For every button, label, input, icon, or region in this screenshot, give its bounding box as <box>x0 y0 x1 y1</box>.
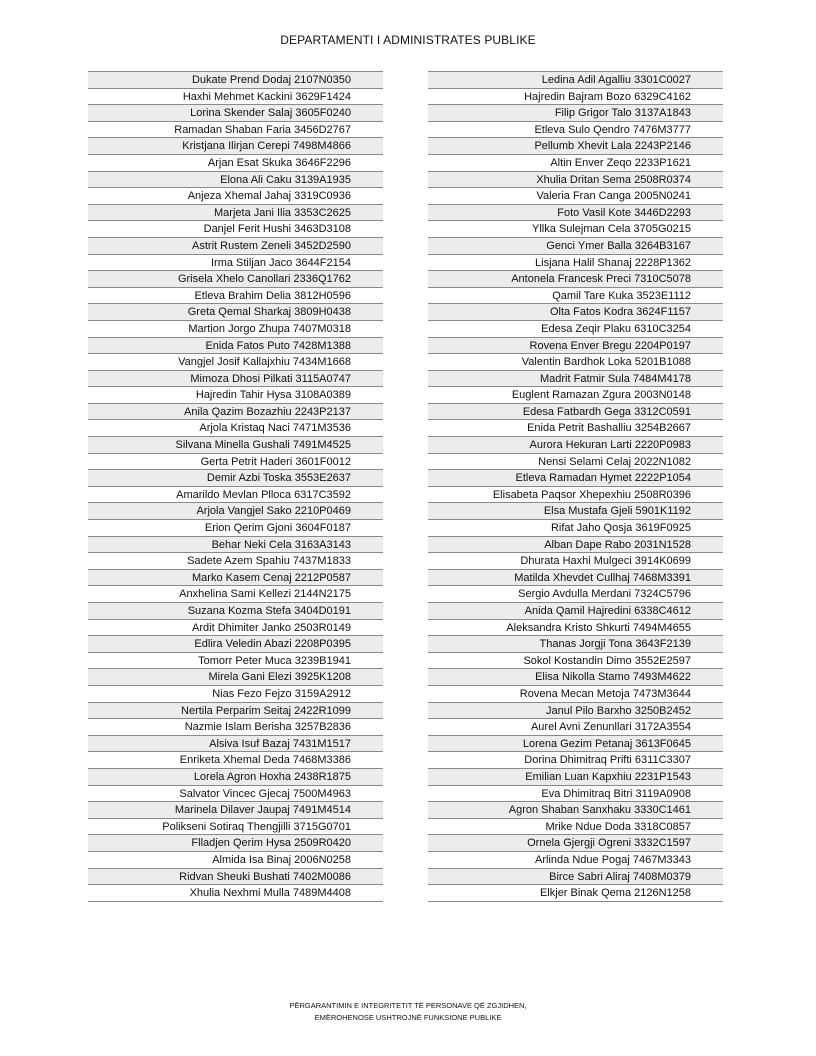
list-item: Dhurata Haxhi Mulgeci 3914K0699 <box>428 553 723 570</box>
list-item: Yllka Sulejman Cela 3705G0215 <box>428 221 723 238</box>
list-item: Hajredin Tahir Hysa 3108A0389 <box>88 387 383 404</box>
list-item: Anila Qazim Bozazhiu 2243P2137 <box>88 404 383 421</box>
list-item: Genci Ymer Balla 3264B3167 <box>428 238 723 255</box>
list-item: Enida Petrit Bashalliu 3254B2667 <box>428 420 723 437</box>
list-item: Arlinda Ndue Pogaj 7467M3343 <box>428 852 723 869</box>
list-item: Tomorr Peter Muca 3239B1941 <box>88 653 383 670</box>
list-item: Elsa Mustafa Gjeli 5901K1192 <box>428 503 723 520</box>
list-item: Elisabeta Paqsor Xhepexhiu 2508R0396 <box>428 487 723 504</box>
list-item: Vangjel Josif Kallajxhiu 7434M1668 <box>88 354 383 371</box>
list-item: Arjola Kristaq Naci 7471M3536 <box>88 420 383 437</box>
list-item: Grisela Xhelo Canollari 2336Q1762 <box>88 271 383 288</box>
list-item: Flladjen Qerim Hysa 2509R0420 <box>88 835 383 852</box>
list-item: Marko Kasem Cenaj 2212P0587 <box>88 570 383 587</box>
list-item: Erion Qerim Gjoni 3604F0187 <box>88 520 383 537</box>
list-item: Mimoza Dhosi Pilkati 3115A0747 <box>88 371 383 388</box>
list-item: Etleva Sulo Qendro 7476M3777 <box>428 122 723 139</box>
list-item: Mirela Gani Elezi 3925K1208 <box>88 669 383 686</box>
list-item: Ramadan Shaban Faria 3456D2767 <box>88 122 383 139</box>
list-item: Anjeza Xhemal Jahaj 3319C0936 <box>88 188 383 205</box>
list-item: Valentin Bardhok Loka 5201B1088 <box>428 354 723 371</box>
list-item: Valeria Fran Canga 2005N0241 <box>428 188 723 205</box>
list-item: Aurel Avni Zenunllari 3172A3554 <box>428 719 723 736</box>
list-item: Aurora Hekuran Larti 2220P0983 <box>428 437 723 454</box>
list-item: Alban Dape Rabo 2031N1528 <box>428 537 723 554</box>
list-item: Altin Enver Zeqo 2233P1621 <box>428 155 723 172</box>
list-item: Euglent Ramazan Zgura 2003N0148 <box>428 387 723 404</box>
list-item: Madrit Fatmir Sula 7484M4178 <box>428 371 723 388</box>
list-item: Rovena Mecan Metoja 7473M3644 <box>428 686 723 703</box>
list-item: Nertila Perparim Seitaj 2422R1099 <box>88 703 383 720</box>
list-item: Nias Fezo Fejzo 3159A2912 <box>88 686 383 703</box>
list-item: Birce Sabri Aliraj 7408M0379 <box>428 869 723 886</box>
list-item: Matilda Xhevdet Cullhaj 7468M3391 <box>428 570 723 587</box>
list-item: Lisjana Halil Shanaj 2228P1362 <box>428 255 723 272</box>
list-item: Etleva Brahim Delia 3812H0596 <box>88 288 383 305</box>
list-item: Sergio Avdulla Merdani 7324C5796 <box>428 586 723 603</box>
list-item: Xhulia Dritan Sema 2508R0374 <box>428 172 723 189</box>
list-item: Rovena Enver Bregu 2204P0197 <box>428 338 723 355</box>
list-item: Enriketa Xhemal Deda 7468M3386 <box>88 752 383 769</box>
list-item: Marjeta Jani Ilia 3353C2625 <box>88 205 383 222</box>
list-item: Eva Dhimitraq Bitri 3119A0908 <box>428 786 723 803</box>
list-item: Qamil Tare Kuka 3523E1112 <box>428 288 723 305</box>
right-name-list <box>428 71 723 902</box>
list-item: Ardit Dhimiter Janko 2503R0149 <box>88 620 383 637</box>
list-item: Janul Pilo Barxho 3250B2452 <box>428 703 723 720</box>
list-item: Sadete Azem Spahiu 7437M1833 <box>88 553 383 570</box>
list-item: Danjel Ferit Hushi 3463D3108 <box>88 221 383 238</box>
list-item: Demir Azbi Toska 3553E2637 <box>88 470 383 487</box>
list-item: Pellumb Xhevit Lala 2243P2146 <box>428 138 723 155</box>
list-item: Amarildo Mevlan Plloca 6317C3592 <box>88 487 383 504</box>
list-item: Elisa Nikolla Stamo 7493M4622 <box>428 669 723 686</box>
footer-line-2: EMËROHENOSE USHTROJNË FUNKSIONE PUBLIKE <box>314 1013 502 1022</box>
list-item: Greta Qemal Sharkaj 3809H0438 <box>88 304 383 321</box>
list-item: Dukate Prend Dodaj 2107N0350 <box>88 72 383 89</box>
list-item: Ornela Gjergji Ogreni 3332C1597 <box>428 835 723 852</box>
list-item: Elona Ali Caku 3139A1935 <box>88 172 383 189</box>
list-item: Silvana Minella Gushali 7491M4525 <box>88 437 383 454</box>
list-item: Kristjana Ilirjan Cerepi 7498M4866 <box>88 138 383 155</box>
list-item: Edesa Zeqir Plaku 6310C3254 <box>428 321 723 338</box>
list-item: Arjan Esat Skuka 3646F2296 <box>88 155 383 172</box>
list-item: Haxhi Mehmet Kackini 3629F1424 <box>88 89 383 106</box>
list-item: Enida Fatos Puto 7428M1388 <box>88 338 383 355</box>
list-item: Alsiva Isuf Bazaj 7431M1517 <box>88 736 383 753</box>
list-item: Martion Jorgo Zhupa 7407M0318 <box>88 321 383 338</box>
list-item: Almida Isa Binaj 2006N0258 <box>88 852 383 869</box>
list-item: Thanas Jorgji Tona 3643F2139 <box>428 636 723 653</box>
list-item: Marinela Dilaver Jaupaj 7491M4514 <box>88 802 383 819</box>
footer-line-1: PËRGARANTIMIN E INTEGRITETIT TË PERSONAVE QË ZGJIDHEN, <box>289 1001 527 1010</box>
list-item: Ridvan Sheuki Bushati 7402M0086 <box>88 869 383 886</box>
list-item: Foto Vasil Kote 3446D2293 <box>428 205 723 222</box>
list-item: Olta Fatos Kodra 3624F1157 <box>428 304 723 321</box>
list-item: Lorina Skender Salaj 3605F0240 <box>88 105 383 122</box>
list-item: Ledina Adil Agalliu 3301C0027 <box>428 72 723 89</box>
list-item: Edesa Fatbardh Gega 3312C0591 <box>428 404 723 421</box>
list-item: Mrike Ndue Doda 3318C0857 <box>428 819 723 836</box>
list-item: Sokol Kostandin Dimo 3552E2597 <box>428 653 723 670</box>
list-item: Salvator Vincec Gjecaj 7500M4963 <box>88 786 383 803</box>
list-item: Aleksandra Kristo Shkurti 7494M4655 <box>428 620 723 637</box>
list-item: Irma Stiljan Jaco 3644F2154 <box>88 255 383 272</box>
list-item: Anxhelina Sami Kellezi 2144N2175 <box>88 586 383 603</box>
footer <box>0 1000 816 1024</box>
list-item: Anida Qamil Hajredini 6338C4612 <box>428 603 723 620</box>
list-item: Nensi Selami Celaj 2022N1082 <box>428 454 723 471</box>
list-item: Elkjer Binak Qema 2126N1258 <box>428 885 723 902</box>
list-item: Xhulia Nexhmi Mulla 7489M4408 <box>88 885 383 902</box>
list-item: Astrit Rustem Zeneli 3452D2590 <box>88 238 383 255</box>
list-item: Suzana Kozma Stefa 3404D0191 <box>88 603 383 620</box>
list-item: Lorena Gezim Petanaj 3613F0645 <box>428 736 723 753</box>
list-item: Dorina Dhimitraq Prifti 6311C3307 <box>428 752 723 769</box>
list-item: Filip Grigor Talo 3137A1843 <box>428 105 723 122</box>
list-item: Arjola Vangjel Sako 2210P0469 <box>88 503 383 520</box>
list-item: Rifat Jaho Qosja 3619F0925 <box>428 520 723 537</box>
list-item: Nazmie Islam Berisha 3257B2836 <box>88 719 383 736</box>
list-item: Antonela Francesk Preci 7310C5078 <box>428 271 723 288</box>
list-item: Hajredin Bajram Bozo 6329C4162 <box>428 89 723 106</box>
list-item: Behar Neki Cela 3163A3143 <box>88 537 383 554</box>
list-item: Etleva Ramadan Hymet 2222P1054 <box>428 470 723 487</box>
list-item: Gerta Petrit Haderi 3601F0012 <box>88 454 383 471</box>
list-item: Agron Shaban Sanxhaku 3330C1461 <box>428 802 723 819</box>
left-name-list <box>88 71 383 902</box>
list-item: Polikseni Sotiraq Thengjilli 3715G0701 <box>88 819 383 836</box>
list-item: Lorela Agron Hoxha 2438R1875 <box>88 769 383 786</box>
list-item: Emilian Luan Kapxhiu 2231P1543 <box>428 769 723 786</box>
page-title: DEPARTAMENTI I ADMINISTRATES PUBLIKE <box>280 33 536 47</box>
list-item: Edlira Veledin Abazi 2208P0395 <box>88 636 383 653</box>
